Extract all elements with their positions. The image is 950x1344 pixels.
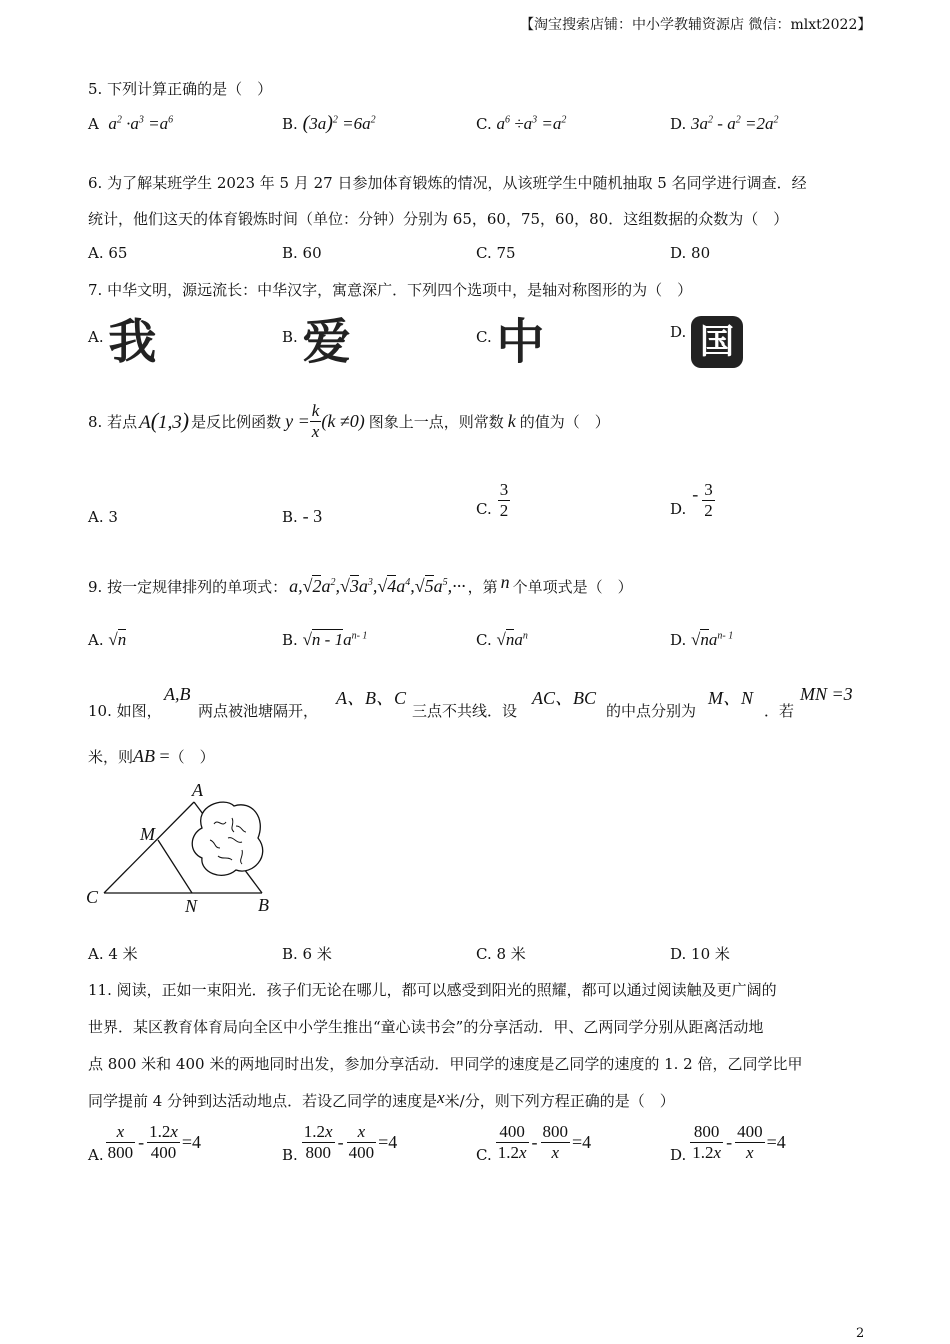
q6-line1: 6. 为了解某班学生 2023 年 5 月 27 日参加体育锻炼的情况，从该班学生中随机抽取 5 名同学进行调查．经 [88,174,807,192]
q10-figure [82,778,282,920]
q10-option-b: B. 6 米 [282,945,332,963]
q5-option-b: B. $(3a)^2 =6a^2$ [282,112,376,134]
q5-stem: 5. 下列计算正确的是（ ） [88,80,273,98]
label-a: A [192,780,203,800]
q6-line2: 统计，他们这天的体育锻炼时间（单位：分钟）分别为 65，60，75，60，80．这组数据的众数为（ ） [88,210,789,228]
segment-mn [158,840,192,893]
q7-option-c: C. 中 [476,314,545,370]
q8-option-c: C. $\frac{3}{2}$ [476,480,509,520]
q5-option-d: D. $3a^2 - a^2 =2a^2$ [670,114,779,133]
q11-option-b: B. $\frac{1.2x}{800}$ - $\frac{x}{400}$ =4 [282,1122,398,1164]
char-guo-image: 国 [691,316,743,368]
q8-option-a: A. 3 [88,508,118,526]
char-ai-image: 爱 [302,314,351,370]
q7-option-d: D. 国 [670,316,743,368]
q8-option-d: D. - $\frac{3}{2}$ [670,480,713,520]
q6-option-d: D. 80 [670,244,711,262]
q9-option-a: A. √n [88,630,127,649]
q10-option-a: A. 4 米 [88,945,138,963]
q8-option-b: B. - 3 [282,506,323,526]
q10-option-c: C. 8 米 [476,945,526,963]
q8-stem: 8. 若点 A(1,3) 是反比例函数 y = $\frac{k}{x}$ ( k ≠ 0) 图象上一点，则常数 k 的值为（ ） [88,400,610,441]
q6-option-b: B. 60 [282,244,322,262]
q6-option-a: A. 65 [88,244,128,262]
label-b: B [258,895,269,915]
q11-line2: 世界．某区教育体育局向全区中小学生推出“童心读书会”的分享活动．甲、乙两同学分别从距离活动地 [88,1018,764,1036]
q11-option-c: C. $\frac{400}{1.2x}$ - $\frac{800}{x}$ =4 [476,1122,592,1164]
label-n: N [185,896,198,916]
q7-option-a: A. 我 [88,314,157,370]
q5-option-a: A $a^2 \cdot a^3 =a^6$ [88,114,174,133]
q11-line1: 11. 阅读，正如一束阳光．孩子们无论在哪儿，都可以感受到阳光的照耀，都可以通过阅读触及更广阔的 [88,981,777,999]
q11-option-a: A. $\frac{x}{800}$ - $\frac{1.2x}{400}$ =4 [88,1122,202,1164]
q7-stem: 7. 中华文明，源远流长：中华汉字，寓意深广．下列四个选项中，是轴对称图形的为（ ） [88,281,693,299]
label-m: M [140,824,155,844]
q11-line4: 同学提前 4 分钟到达活动地点．若设乙同学的速度是x米/分，则下列方程正确的是（ ） [88,1088,675,1110]
q9-option-b: B. $√n - 1a^{n- 1}$ [282,630,368,649]
page-header: 【淘宝搜索店铺：中小学教辅资源店 微信：mlxt2022】 [520,17,872,33]
label-c: C [86,887,99,907]
pond-outline [192,802,262,875]
q7-option-b: B. 爱 [282,314,351,370]
page-number: 2 [856,1326,865,1341]
char-wo-image: 我 [108,314,157,370]
side-ca [104,802,194,893]
q10-stem: 10. 如图， A,B 两点被池塘隔开， A、B、C 三点不共线．设 AC、BC 的中点分别为 M、N ．若 MN =3 [88,684,853,720]
q6-option-c: C. 75 [476,244,516,262]
q11-option-d: D. $\frac{800}{1.2x}$ - $\frac{400}{x}$ =4 [670,1122,786,1164]
q10-option-d: D. 10 米 [670,945,730,963]
char-zhong-image: 中 [496,314,545,370]
q9-option-d: D. $√na^{n- 1}$ [670,630,734,649]
q9-stem: 9. 按一定规律排列的单项式： $a,√2a^2,√3a^3,√4a^4,√5a^5,\cdot\cdot\cdot$ ，第 n 个单项式是（ ） [88,571,633,596]
q10-line2: 米，则AB =（ ） [88,746,215,766]
q9-option-c: C. $√na^n$ [476,630,528,649]
q11-line3: 点 800 米和 400 米的两地同时出发，参加分享活动．甲同学的速度是乙同学的速度的 1. 2 倍，乙同学比甲 [88,1055,803,1073]
q5-option-c: C. $a^6 \div a^3 =a^2$ [476,114,567,133]
